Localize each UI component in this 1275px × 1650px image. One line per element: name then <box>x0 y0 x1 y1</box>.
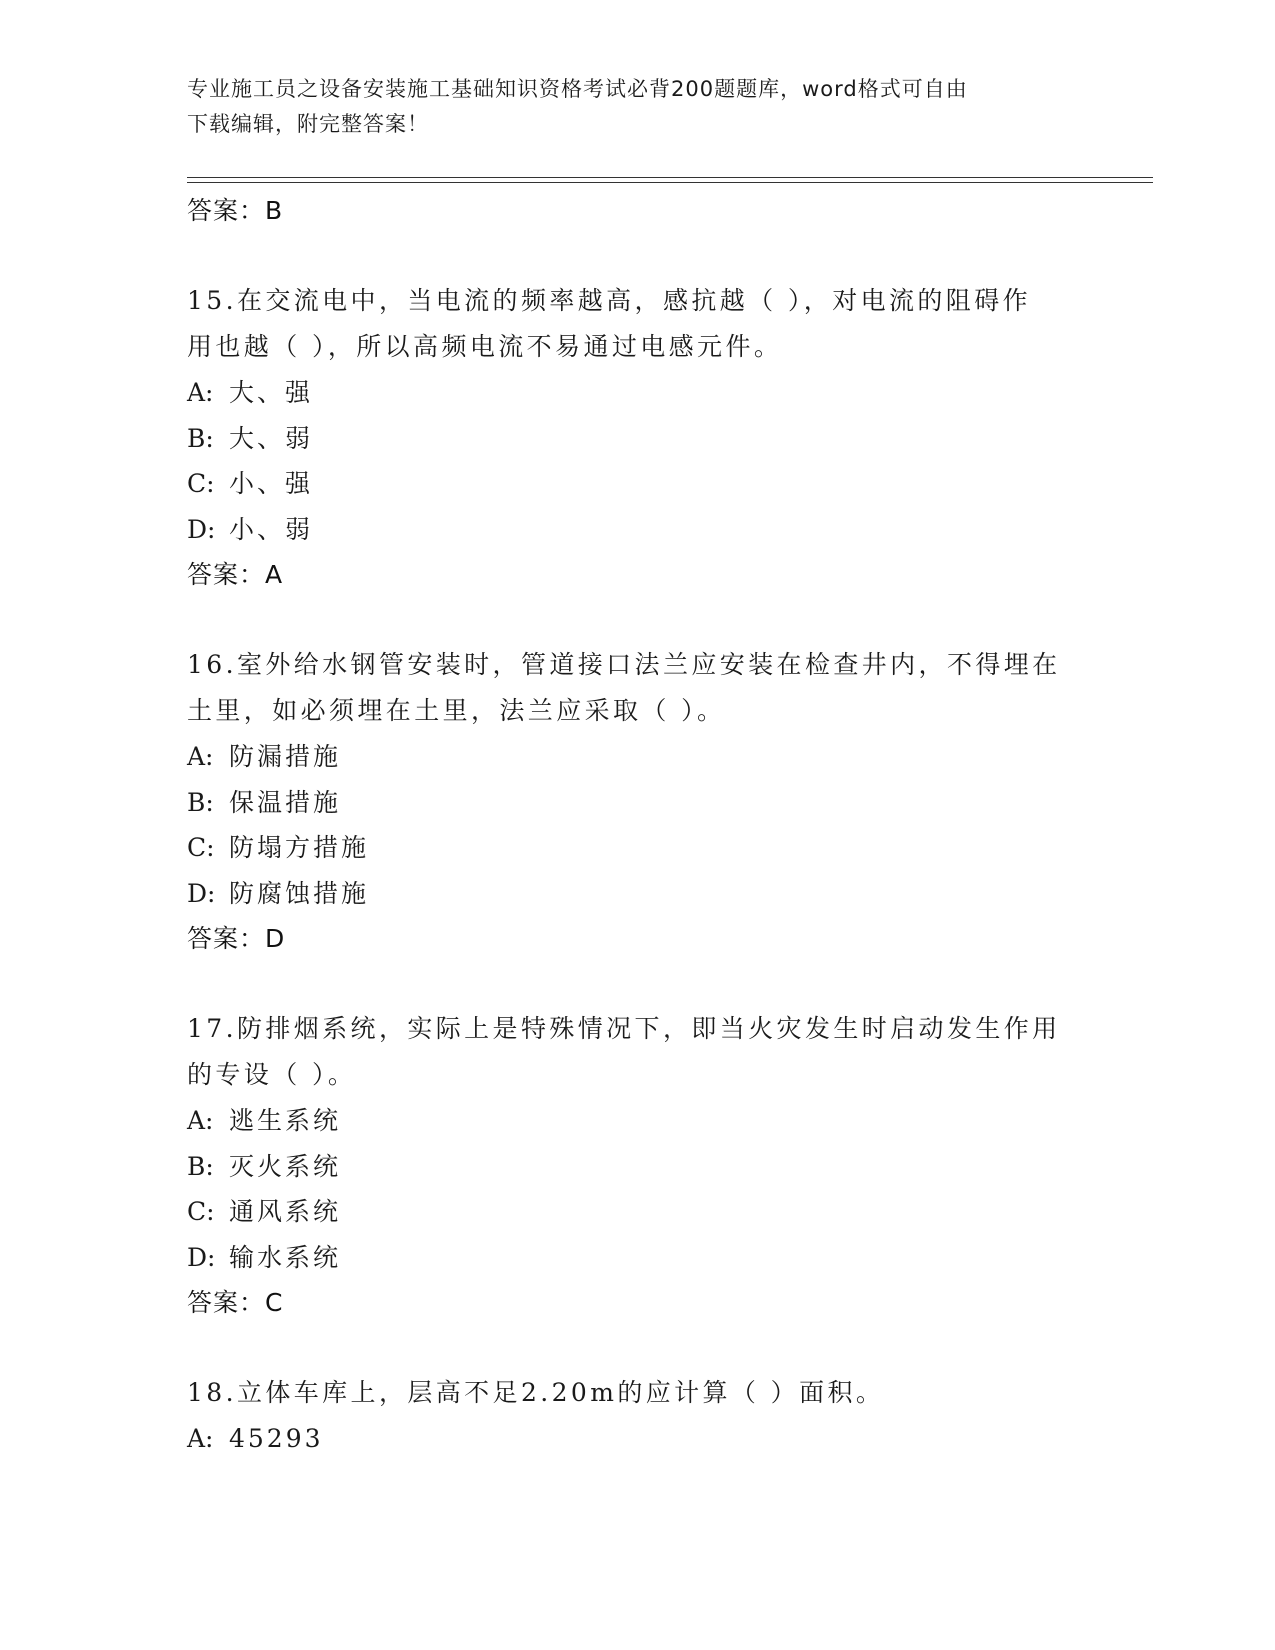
option-text: 输水系统 <box>229 1242 342 1272</box>
option-text: 防腐蚀措施 <box>229 878 370 908</box>
option-key: A: <box>187 378 214 407</box>
answer-label: 答案：D <box>187 924 286 953</box>
option-text: 45293 <box>229 1424 324 1453</box>
question-16 <box>187 642 1087 962</box>
option-key: D: <box>187 1242 216 1272</box>
option-key: B: <box>187 787 214 817</box>
option-key: C: <box>187 1197 215 1226</box>
option-b <box>187 416 1087 462</box>
option-a <box>187 734 1087 780</box>
option-text: 小、强 <box>229 469 314 498</box>
option-key: D: <box>187 878 216 908</box>
header-line-2: 下载编辑，附完整答案！ <box>187 112 429 136</box>
answer-label: 答案：A <box>187 560 284 589</box>
spacer <box>187 1326 1087 1370</box>
header-divider-bottom <box>187 182 1153 183</box>
header-line-1: 专业施工员之设备安装施工基础知识资格考试必背200题题库，word格式可自由 <box>187 77 968 101</box>
option-a <box>187 1098 1087 1144</box>
option-key: B: <box>187 423 214 453</box>
option-text: 保温措施 <box>229 787 342 817</box>
question-text-line: 土里，如必须埋在土里，法兰应采取（ ）。 <box>187 696 726 725</box>
question-text-line: 18.立体车库上，层高不足2.20m的应计算（ ）面积。 <box>187 1378 885 1407</box>
option-text: 防漏措施 <box>229 742 342 771</box>
option-key: D: <box>187 514 216 544</box>
option-c <box>187 1189 1087 1235</box>
option-d <box>187 871 1087 917</box>
option-text: 小、弱 <box>229 514 314 544</box>
option-key: A: <box>187 1106 214 1135</box>
spacer <box>187 962 1087 1006</box>
option-key: C: <box>187 469 215 498</box>
option-text: 逃生系统 <box>229 1106 342 1135</box>
option-text: 大、弱 <box>229 423 314 453</box>
option-text: 大、强 <box>229 378 314 407</box>
option-key: A: <box>187 1424 214 1453</box>
option-d <box>187 1235 1087 1281</box>
answer-label: 答案：C <box>187 1288 284 1317</box>
option-c <box>187 461 1087 507</box>
option-text: 通风系统 <box>229 1197 342 1226</box>
spacer <box>187 234 1087 278</box>
question-text-line: 用也越（ ），所以高频电流不易通过电感元件。 <box>187 332 783 361</box>
question-text-line: 17.防排烟系统，实际上是特殊情况下，即当火灾发生时启动发生作用 <box>187 1014 1061 1043</box>
option-b <box>187 1144 1087 1190</box>
option-a <box>187 1416 1087 1462</box>
question-text-line: 16.室外给水钢管安装时，管道接口法兰应安装在检查井内，不得埋在 <box>187 650 1061 679</box>
option-a <box>187 370 1087 416</box>
question-text-line: 的专设（ ）。 <box>187 1060 357 1089</box>
answer-label: 答案：B <box>187 196 284 225</box>
document-header <box>187 72 1087 142</box>
option-d <box>187 507 1087 553</box>
question-text-line: 15.在交流电中，当电流的频率越高，感抗越（ ），对电流的阻碍作 <box>187 286 1032 315</box>
option-key: B: <box>187 1151 214 1181</box>
option-key: A: <box>187 742 214 771</box>
question-list <box>187 188 1087 1462</box>
question-18 <box>187 1370 1087 1462</box>
header-divider-top <box>187 177 1153 178</box>
option-key: C: <box>187 833 215 862</box>
option-b <box>187 780 1087 826</box>
option-text: 灭火系统 <box>229 1151 342 1181</box>
option-text: 防塌方措施 <box>229 833 370 862</box>
question-15 <box>187 278 1087 598</box>
question-17 <box>187 1006 1087 1326</box>
spacer <box>187 598 1087 642</box>
option-c <box>187 825 1087 871</box>
